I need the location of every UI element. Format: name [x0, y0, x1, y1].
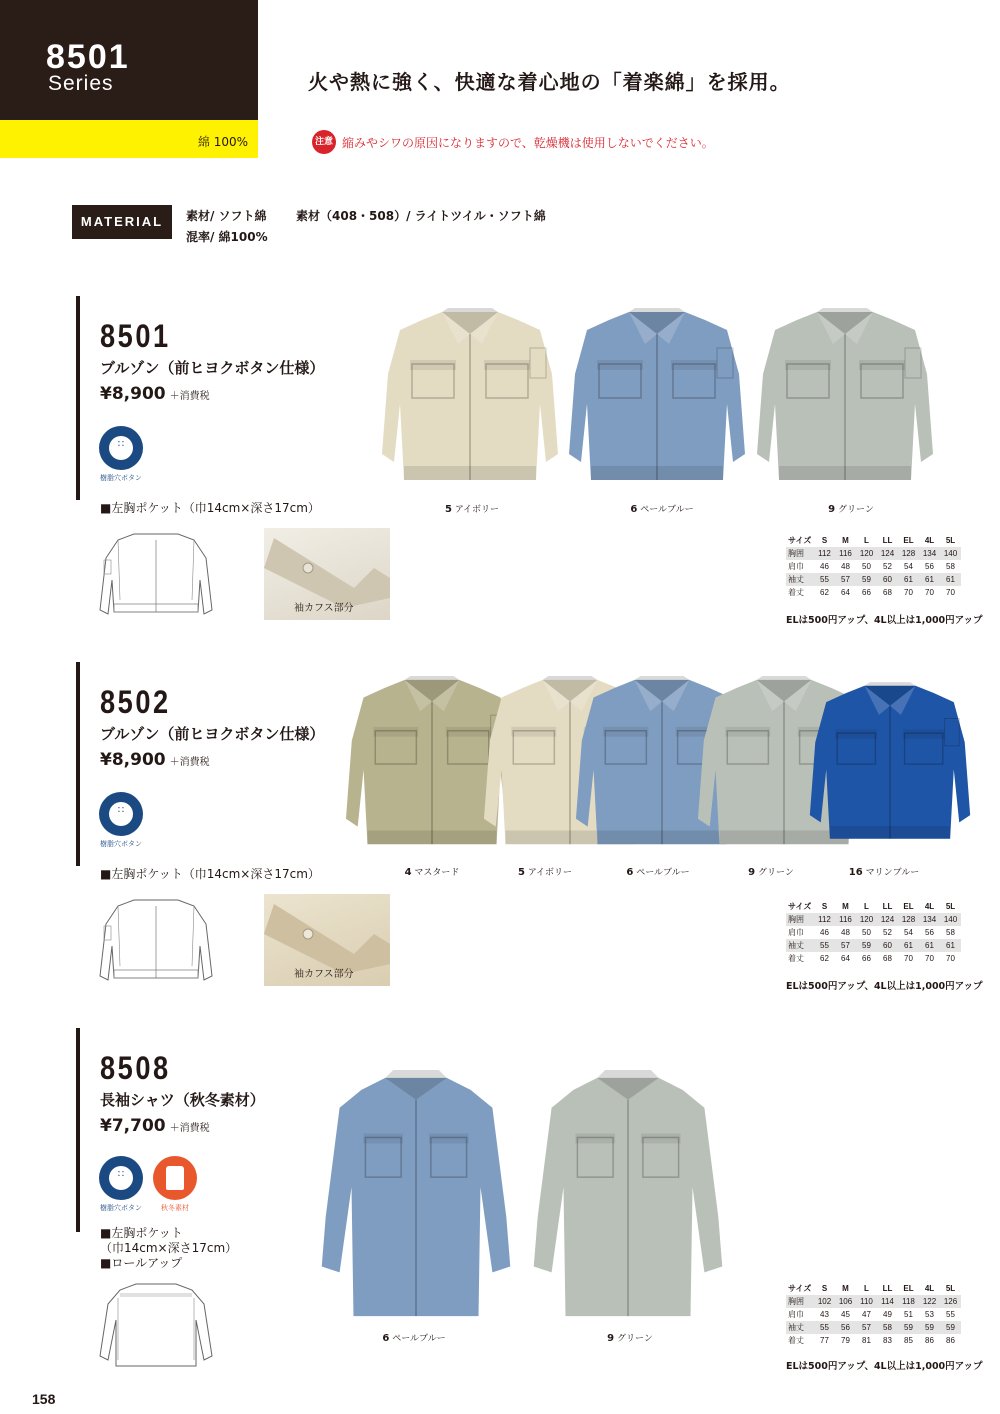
badge-label: 樹脂穴ボタン	[100, 840, 142, 848]
product-8501-button-badge	[99, 426, 143, 483]
product-8502-price	[100, 750, 210, 770]
product-8508-number: 8508	[100, 1050, 171, 1086]
product-8502-cuff-photo	[264, 894, 390, 986]
product-8508-feature-3: ■ロールアップ	[100, 1256, 183, 1270]
product-8502-line-drawing	[96, 896, 216, 986]
badge-label: 樹脂穴ボタン	[100, 474, 142, 482]
size-row: 肩巾 46 48 50 52 54 56 58	[788, 928, 955, 937]
color-caption: 9 グリーン	[607, 1333, 653, 1344]
product-8501-feature: ■左胸ポケット（巾14cm×深さ17cm）	[100, 501, 320, 515]
color-caption: 6 ペールブルー	[630, 504, 694, 515]
color-caption: 5 アイボリー	[517, 867, 573, 878]
product-8508-line-drawing	[96, 1280, 216, 1370]
size-row: 着丈 62 64 66 68 70 70 70	[788, 588, 955, 597]
product-8508-button-badge	[99, 1156, 143, 1213]
product-8501-number: 8501	[100, 318, 171, 354]
size-row: 胸囲 102 106 110 114 118 122 126	[786, 1295, 961, 1308]
product-8502-price-value: ¥8,900	[100, 750, 166, 770]
series-number: 8501	[46, 38, 130, 76]
product-8501-name: ブルゾン（前ヒヨクボタン仕様）	[100, 359, 325, 377]
caution-badge: 注意	[312, 130, 336, 154]
product-8501-price	[100, 384, 210, 404]
product-8502-name: ブルゾン（前ヒヨクボタン仕様）	[100, 725, 325, 743]
product-8502-number: 8502	[100, 684, 171, 720]
material-line-1: 素材/ ソフト綿	[186, 209, 267, 223]
size-row: 胸囲 112 116 120 124 128 134 140	[786, 547, 961, 560]
product-8502-size-note: ELは500円アップ、4L以上は1,000円アップ	[786, 981, 983, 992]
size-row: 着丈 62 64 66 68 70 70 70	[788, 954, 955, 963]
product-8502-button-badge	[99, 792, 143, 849]
product-8508-price-value: ¥7,700	[100, 1116, 166, 1136]
product-8508-feature-2: （巾14cm×深さ17cm）	[100, 1241, 238, 1255]
color-caption: 9 グリーン	[748, 867, 794, 878]
product-8501-bar	[76, 296, 80, 500]
product-8508-price	[100, 1116, 210, 1136]
color-caption: 9 グリーン	[828, 504, 874, 515]
resin-button-icon	[99, 426, 143, 470]
series-word: Series	[48, 72, 114, 95]
material-label: MATERIAL	[72, 205, 172, 239]
size-header-row: サイズ S M L LL EL 4L 5L	[788, 536, 956, 545]
material-line-1b: 素材（408・508）/ ライトツイル・ソフト綿	[296, 209, 546, 223]
size-header-row: サイズ S M L LL EL 4L 5L	[788, 902, 956, 911]
product-8508-size-table	[786, 1282, 961, 1347]
size-row: 袖丈 55 57 59 60 61 61 61	[786, 939, 961, 952]
material-line-2: 混率/ 綿100%	[186, 230, 268, 244]
size-row: 袖丈 55 57 59 60 61 61 61	[786, 573, 961, 586]
badge-label: 秋冬素材	[161, 1204, 189, 1212]
color-caption: 16 マリンブルー	[848, 867, 920, 878]
series-title-box	[0, 0, 258, 120]
badge-label: 樹脂穴ボタン	[100, 1204, 142, 1212]
page-number: 158	[32, 1391, 56, 1407]
cotton-bar	[0, 120, 258, 158]
product-8501-cuff-photo	[264, 528, 390, 620]
product-8501-size-note: ELは500円アップ、4L以上は1,000円アップ	[786, 615, 983, 626]
product-8501-tax: ＋消費税	[169, 391, 210, 402]
product-8508-shirt-green	[530, 1068, 726, 1326]
product-8508-shirt-paleblue	[318, 1068, 514, 1326]
product-8501-price-value: ¥8,900	[100, 384, 166, 404]
autumn-winter-shirt-icon	[153, 1156, 197, 1200]
resin-button-icon	[99, 792, 143, 836]
product-8501-jacket-paleblue	[567, 304, 747, 494]
product-8501-size-table	[786, 534, 961, 599]
size-row: 着丈 77 79 81 83 85 86 86	[788, 1336, 955, 1345]
product-8501-jacket-green	[755, 304, 935, 494]
size-row: 肩巾 43 45 47 49 51 53 55	[788, 1310, 955, 1319]
cuff-label: 袖カフス部分	[294, 969, 354, 980]
size-row: 肩巾 46 48 50 52 54 56 58	[788, 562, 955, 571]
color-caption: 6 ペールブルー	[626, 867, 690, 878]
product-8501-jacket-ivory	[380, 304, 560, 494]
color-caption: 6 ペールブルー	[382, 1333, 446, 1344]
product-8502-size-table	[786, 900, 961, 965]
cotton-label: 綿 100%	[197, 135, 248, 149]
product-8508-name: 長袖シャツ（秋冬素材）	[100, 1091, 265, 1109]
cuff-label: 袖カフス部分	[294, 603, 354, 614]
color-caption: 4 マスタード	[404, 867, 460, 878]
product-8502-bar	[76, 662, 80, 866]
product-8502-tax: ＋消費税	[169, 757, 210, 768]
headline: 火や熱に強く、快適な着心地の「着楽綿」を採用。	[308, 70, 791, 94]
resin-button-icon	[99, 1156, 143, 1200]
product-8502-feature: ■左胸ポケット（巾14cm×深さ17cm）	[100, 867, 320, 881]
size-row: 袖丈 55 56 57 58 59 59 59	[786, 1321, 961, 1334]
product-8508-size-note: ELは500円アップ、4L以上は1,000円アップ	[786, 1361, 983, 1372]
product-8508-season-badge	[153, 1156, 197, 1213]
product-8508-bar	[76, 1028, 80, 1232]
color-caption: 5 アイボリー	[444, 504, 500, 515]
product-8501-line-drawing	[96, 530, 216, 620]
product-8508-tax: ＋消費税	[169, 1123, 210, 1134]
size-row: 胸囲 112 116 120 124 128 134 140	[786, 913, 961, 926]
caution-text: 縮みやシワの原因になりますので、乾燥機は使用しないでください。	[342, 136, 714, 150]
product-8502-jacket-marineblue	[808, 672, 972, 858]
size-header-row: サイズ S M L LL EL 4L 5L	[788, 1284, 956, 1293]
product-8508-feature-1: ■左胸ポケット	[100, 1226, 183, 1240]
